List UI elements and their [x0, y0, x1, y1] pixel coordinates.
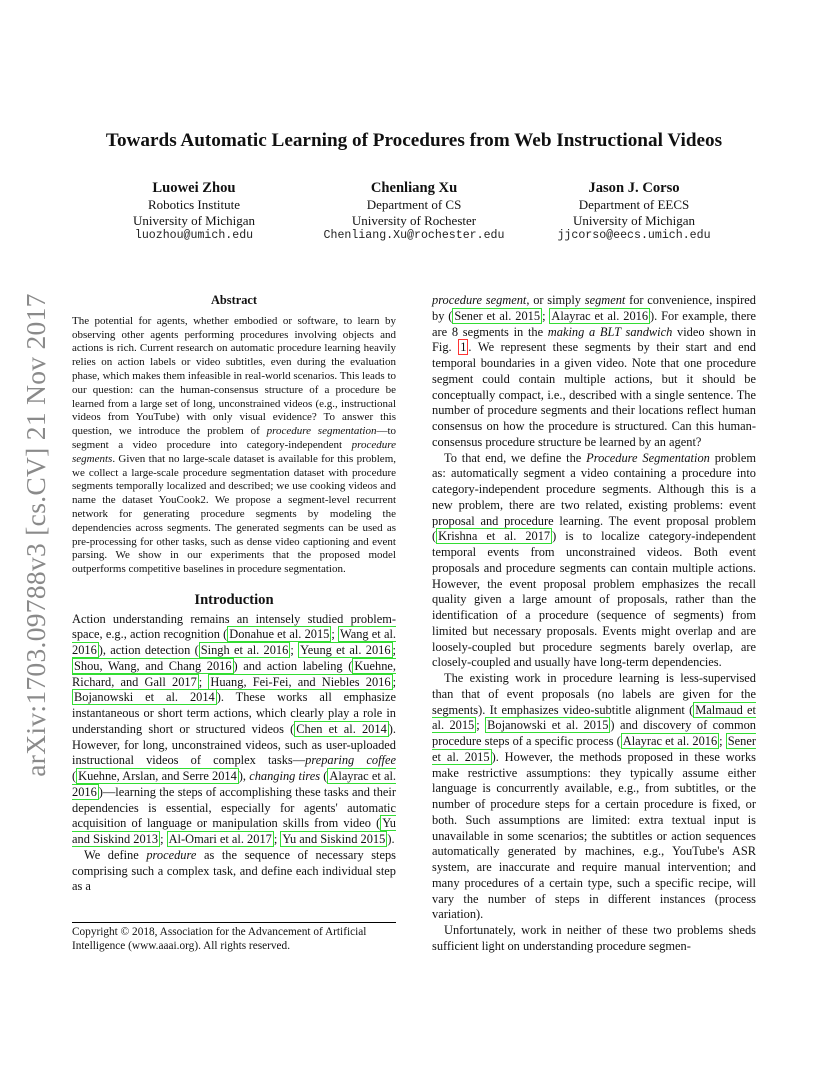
citation-link[interactable]: Yeung et al. 2016: [300, 643, 391, 658]
author-block: [84, 180, 304, 244]
citation-link[interactable]: Alayrac et al. 2016: [551, 308, 649, 323]
citation-link[interactable]: Kuehne, Richard, and Gall 2017: [72, 658, 396, 689]
citation-link[interactable]: Bojanowski et al. 2015: [487, 718, 609, 733]
intro-paragraph: We define procedure as the sequence of necessary steps comprising such a complex task, and define each individual step as a: [72, 847, 397, 894]
author-block: [524, 180, 744, 244]
author-email[interactable]: luozhou@umich.edu: [134, 229, 254, 242]
citation-link[interactable]: Krishna et al. 2017: [438, 529, 551, 544]
author-university: University of Rochester: [351, 212, 477, 228]
abstract-heading: Abstract: [210, 293, 258, 307]
citation-link[interactable]: Wang et al. 2016: [72, 627, 396, 658]
right-column: [432, 293, 756, 955]
author-department: Department of EECS: [578, 197, 690, 212]
author-email[interactable]: jjcorso@eecs.umich.edu: [557, 229, 711, 242]
intro-paragraph: Unfortunately, work in neither of these two problems sheds sufficient light on understanding procedure segmen-: [432, 923, 756, 953]
introduction-heading: Introduction: [194, 591, 274, 608]
citation-link[interactable]: Sener et al. 2015: [454, 308, 541, 323]
citation-link[interactable]: Donahue et al. 2015: [229, 627, 330, 642]
author-university: University of Michigan: [132, 212, 256, 228]
figure-reference-link[interactable]: 1: [460, 340, 467, 355]
paper-title: Towards Automatic Learning of Procedures from Web Instructional Videos: [105, 130, 723, 151]
citation-link[interactable]: Kuehne, Arslan, and Serre 2014: [78, 769, 237, 784]
author-email[interactable]: Chenliang.Xu@rochester.edu: [323, 229, 505, 242]
citation-link[interactable]: Huang, Fei-Fei, and Niebles 2016: [210, 674, 391, 689]
citation-link[interactable]: Malmaud et al. 2015: [432, 702, 756, 733]
author-department: Department of CS: [366, 197, 462, 212]
citation-link[interactable]: Yu and Siskind 2015: [282, 832, 386, 847]
abstract-text: The potential for agents, whether embodied or software, to learn by observing other agents performing procedures involving objects and actions is rich. Current research on automatic procedure learning heavily relies on action labels or video subtitles, even during the evaluation phase, which makes them infeasible in real-world scenarios. This leads to our question: can the human-consensus structure of a procedure be learned from a large set of long, unconstrained videos (e.g., instructional videos from YouTube) with only visual evidence? To answer this question, we introduce the problem of procedure segmentation—to segment a video procedure into category-independent procedure segments. Given that no large-scale dataset is available for this problem, we collect a large-scale procedure segmentation dataset with procedure segments temporally localized and described; we use cooking videos and name the dataset YouCook2. We propose a segment-level recurrent network for generating procedure segments by modeling the dependencies across segments. The generated segments can be used as pre-processing for other tasks, such as dense video captioning and event parsing. We show in our experiments that the proposed model outperforms competitive baselines in procedure segmentation.: [72, 314, 397, 576]
intro-paragraph: The existing work in procedure learning is less-supervised than that of event proposals (no labels are given for the segments). It emphasizes video-subtitle alignment ( Malmaud et al. 2015 ; Bojanowski et al. 2015 ) and discovery of common procedure steps of a specific process ( Alayrac et al. 2016 ; Sener et al. 2015 ). However, the methods proposed in these works make restrictive assumptions: they typically assume either language is concurrently available, e.g., from subtitles, or the number of procedure steps for a certain procedure is fixed, or both. Such assumptions are limited: extra textual input is unavailable in some scenarios; the subtitles or action sequences automatically generated by machines, e.g., YouTube's ASR system, are inaccurate and require manual intervention; and many procedures of a certain type, such a specific recipe, will vary the number of steps in different instances (process variation).: [432, 671, 757, 922]
citation-link[interactable]: Al-Omari et al. 2017: [168, 832, 272, 847]
intro-paragraph: Action understanding remains an intensely studied problem-space, e.g., action recognition ( Donahue et al. 2015 ; Wang et al. 2016 ), action detection ( Singh et al. 2016 ; Yeung et al. 2016 ; Shou, Wang, and Chang 2016 ) and action labeling ( Kuehne, Richard, and Gall 2017 ; Huang, Fei-Fei, and Niebles 2016 ; Bojanowski et al. 2014 ). These works all emphasize instantaneous or short term actions, which clearly play a role in understanding short or structured videos ( Chen et al. 2014 ). However, for long, unconstrained videos, such as user-uploaded instructional videos of complex tasks—preparing coffee ( Kuehne, Arslan, and Serre 2014 ), changing tires ( Alayrac et al. 2016 )—learning the steps of accomplishing these tasks and their dependencies is essential, especially for agents' automatic acquisition of language or manipulation skills from video ( Yu and Siskind 2013 ; Al-Omari et al. 2017 ; Yu and Siskind 2015 ).: [72, 611, 397, 847]
citation-link[interactable]: Alayrac et al. 2016: [622, 734, 718, 748]
citation-link[interactable]: Sener et al. 2015: [432, 734, 756, 764]
intro-paragraph-continued: procedure segment, or simply segment for convenience, inspired by ( Sener et al. 2015 ; Alayrac et al. 2016 ). For example, there are 8 segments in the making a BLT sandwich video shown in Fig. 1 . We represent these segments by their start and end temporal boundaries in a given video. Note that one procedure segment could contain multiple actions, but it should be conceptually compact, i.e., described with a single sentence. The number of procedure segments and their locations reflect human consensus on how the procedure is structured. Can this human-consensus procedure structure be learned by an agent?: [432, 293, 756, 449]
citation-link[interactable]: Alayrac et al. 2016: [72, 769, 396, 799]
arxiv-identifier: arXiv:1703.09788v3 [cs.CV] 21 Nov 2017: [20, 293, 51, 777]
author-department: Robotics Institute: [147, 197, 241, 212]
citation-link[interactable]: Shou, Wang, and Chang 2016: [74, 658, 232, 673]
citation-link[interactable]: Yu and Siskind 2013: [72, 816, 396, 847]
citation-link[interactable]: Bojanowski et al. 2014: [74, 690, 215, 705]
author-name: Jason J. Corso: [588, 180, 680, 196]
citation-link[interactable]: Chen et al. 2014: [296, 721, 387, 736]
intro-paragraph: To that end, we define the Procedure Segmentation problem as: automatically segment a video containing a procedure into category-independent procedure segments. Although this is a new problem, there are two related, existing problems: event proposal and procedure learning. The event proposal problem ( Krishna et al. 2017 ) is to localize category-independent temporal events from unconstrained videos. Both event proposals and procedure segments can contain multiple actions. However, the event proposal problem emphasizes the recall quality given a large amount of proposals, rather than the identification of a procedure (sequence of segments) from limited but necessary proposals. Events might overlap and are loosely-coupled but procedure segments barely overlap, are closely-coupled and usually have long-term dependencies.: [432, 450, 756, 670]
author-university: University of Michigan: [572, 212, 696, 228]
author-block: [304, 180, 524, 244]
citation-link[interactable]: Singh et al. 2016: [200, 643, 289, 658]
copyright-footnote: Copyright © 2018, Association for the Advancement of Artificial Intelligence (www.aaai.org). All rights reserved.: [72, 922, 396, 953]
author-name: Chenliang Xu: [370, 180, 458, 196]
author-name: Luowei Zhou: [152, 180, 236, 196]
left-column: [72, 293, 396, 895]
